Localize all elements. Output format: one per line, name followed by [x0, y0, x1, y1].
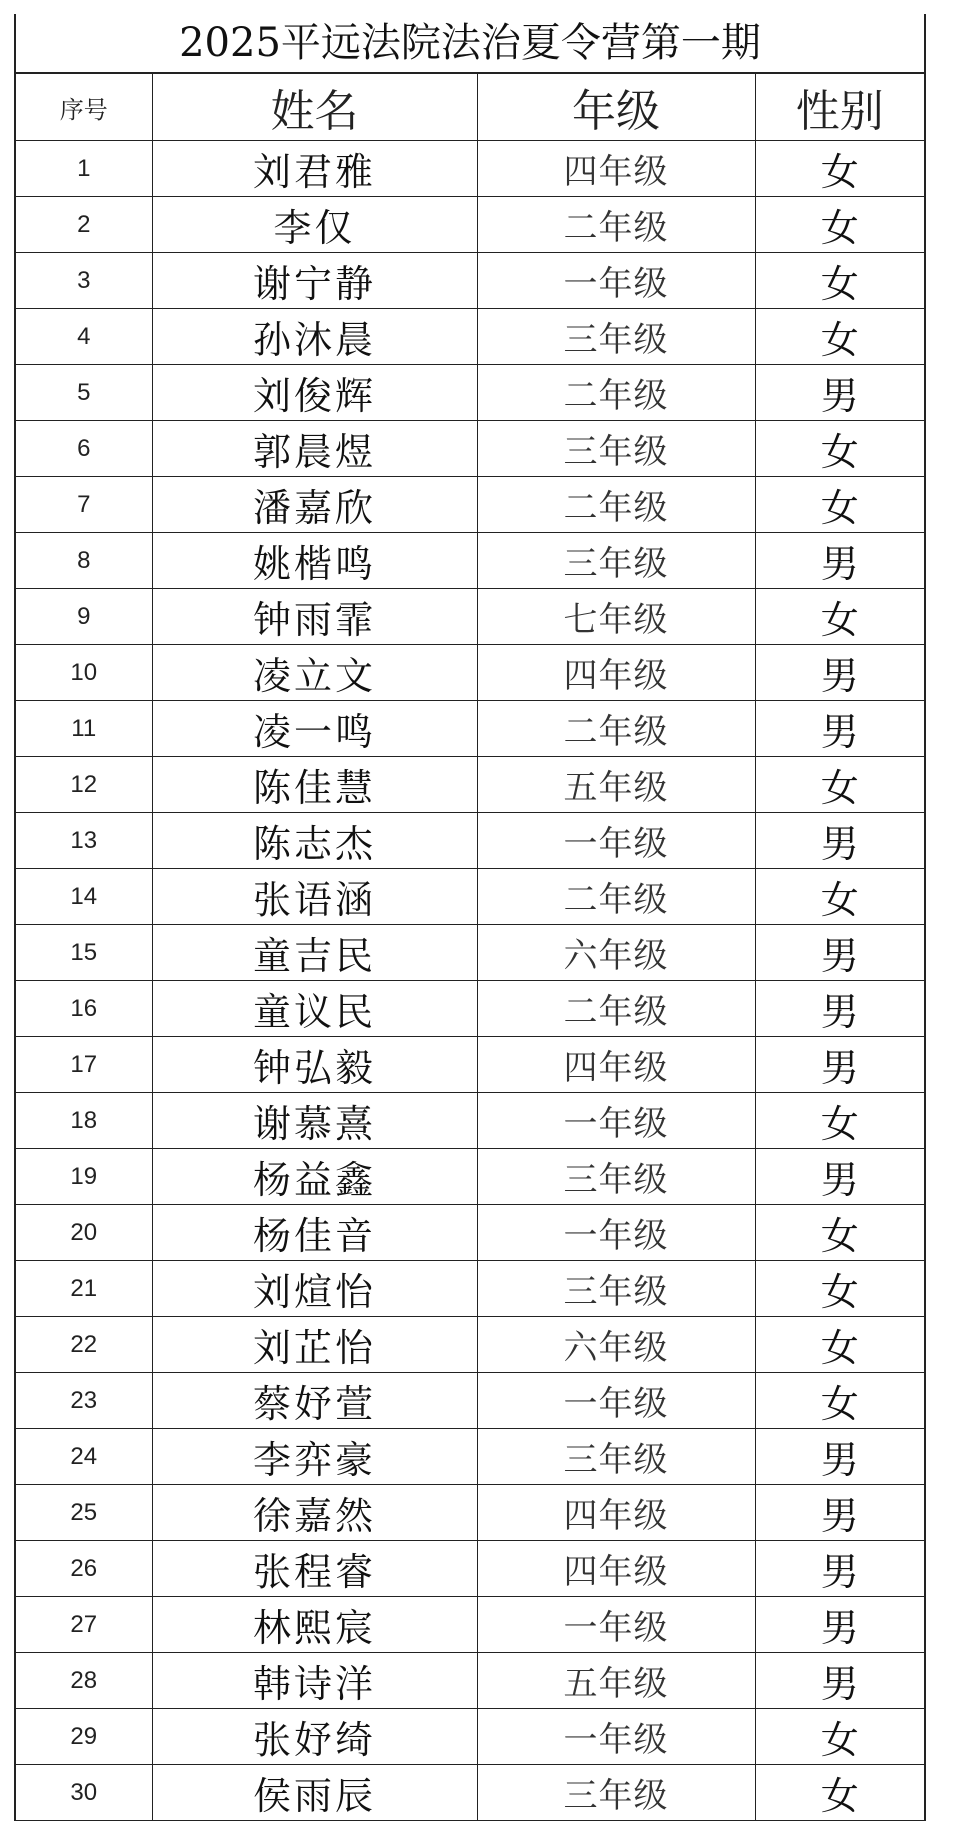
cell-name: 韩诗洋 — [152, 1653, 477, 1709]
cell-grade: 一年级 — [477, 1093, 755, 1149]
cell-grade: 一年级 — [477, 813, 755, 869]
cell-serial-number: 27 — [16, 1597, 152, 1653]
cell-gender: 男 — [755, 813, 924, 869]
cell-serial-number: 9 — [16, 589, 152, 645]
cell-name: 姚楷鸣 — [152, 533, 477, 589]
cell-name: 张程睿 — [152, 1541, 477, 1597]
cell-serial-number: 6 — [16, 421, 152, 477]
cell-grade: 三年级 — [477, 1149, 755, 1205]
cell-name: 潘嘉欣 — [152, 477, 477, 533]
table-row — [16, 1597, 924, 1653]
table-row — [16, 1541, 924, 1597]
cell-name: 刘君雅 — [152, 141, 477, 197]
cell-grade: 四年级 — [477, 141, 755, 197]
cell-grade: 四年级 — [477, 1541, 755, 1597]
header-serial-number: 序号 — [16, 74, 152, 141]
cell-name: 童议民 — [152, 981, 477, 1037]
cell-serial-number: 16 — [16, 981, 152, 1037]
cell-grade: 四年级 — [477, 1485, 755, 1541]
cell-grade: 五年级 — [477, 757, 755, 813]
cell-serial-number: 2 — [16, 197, 152, 253]
cell-serial-number: 1 — [16, 141, 152, 197]
cell-gender: 男 — [755, 1149, 924, 1205]
table-row — [16, 1709, 924, 1765]
cell-name: 张语涵 — [152, 869, 477, 925]
cell-serial-number: 8 — [16, 533, 152, 589]
cell-serial-number: 13 — [16, 813, 152, 869]
cell-gender: 男 — [755, 1429, 924, 1485]
cell-gender: 女 — [755, 1373, 924, 1429]
cell-serial-number: 26 — [16, 1541, 152, 1597]
table-row — [16, 1093, 924, 1149]
header-row — [16, 74, 924, 141]
table-row — [16, 421, 924, 477]
cell-name: 孙沐晨 — [152, 309, 477, 365]
cell-name: 凌立文 — [152, 645, 477, 701]
table-row — [16, 701, 924, 757]
cell-grade: 一年级 — [477, 1597, 755, 1653]
cell-serial-number: 25 — [16, 1485, 152, 1541]
cell-grade: 二年级 — [477, 365, 755, 421]
cell-serial-number: 22 — [16, 1317, 152, 1373]
table-row — [16, 253, 924, 309]
table-row — [16, 1653, 924, 1709]
cell-name: 刘芷怡 — [152, 1317, 477, 1373]
cell-grade: 二年级 — [477, 701, 755, 757]
cell-grade: 二年级 — [477, 477, 755, 533]
cell-gender: 男 — [755, 701, 924, 757]
table-row — [16, 1485, 924, 1541]
cell-grade: 四年级 — [477, 645, 755, 701]
cell-serial-number: 24 — [16, 1429, 152, 1485]
table-row — [16, 365, 924, 421]
cell-gender: 女 — [755, 197, 924, 253]
cell-serial-number: 28 — [16, 1653, 152, 1709]
cell-grade: 二年级 — [477, 869, 755, 925]
cell-gender: 女 — [755, 1093, 924, 1149]
table-row — [16, 1037, 924, 1093]
cell-name: 李仅 — [152, 197, 477, 253]
cell-grade: 三年级 — [477, 1765, 755, 1821]
table-row — [16, 813, 924, 869]
cell-name: 谢宁静 — [152, 253, 477, 309]
cell-serial-number: 30 — [16, 1765, 152, 1821]
cell-gender: 女 — [755, 421, 924, 477]
cell-name: 童吉民 — [152, 925, 477, 981]
cell-gender: 男 — [755, 365, 924, 421]
cell-name: 李弈豪 — [152, 1429, 477, 1485]
table-row — [16, 589, 924, 645]
cell-gender: 女 — [755, 869, 924, 925]
cell-name: 郭晨煜 — [152, 421, 477, 477]
cell-name: 蔡妤萱 — [152, 1373, 477, 1429]
cell-gender: 男 — [755, 1541, 924, 1597]
cell-serial-number: 29 — [16, 1709, 152, 1765]
cell-serial-number: 21 — [16, 1261, 152, 1317]
table-row — [16, 645, 924, 701]
table-row — [16, 1373, 924, 1429]
cell-gender: 男 — [755, 1485, 924, 1541]
cell-serial-number: 4 — [16, 309, 152, 365]
table-row — [16, 309, 924, 365]
cell-serial-number: 11 — [16, 701, 152, 757]
cell-gender: 女 — [755, 1709, 924, 1765]
cell-name: 刘煊怡 — [152, 1261, 477, 1317]
cell-grade: 三年级 — [477, 309, 755, 365]
cell-serial-number: 23 — [16, 1373, 152, 1429]
cell-name: 杨佳音 — [152, 1205, 477, 1261]
cell-gender: 女 — [755, 1261, 924, 1317]
cell-serial-number: 15 — [16, 925, 152, 981]
cell-serial-number: 14 — [16, 869, 152, 925]
cell-serial-number: 19 — [16, 1149, 152, 1205]
cell-grade: 七年级 — [477, 589, 755, 645]
cell-name: 杨益鑫 — [152, 1149, 477, 1205]
cell-name: 徐嘉然 — [152, 1485, 477, 1541]
cell-grade: 一年级 — [477, 1373, 755, 1429]
cell-grade: 三年级 — [477, 533, 755, 589]
cell-serial-number: 10 — [16, 645, 152, 701]
cell-serial-number: 3 — [16, 253, 152, 309]
table-row — [16, 981, 924, 1037]
cell-grade: 二年级 — [477, 197, 755, 253]
cell-name: 林熙宸 — [152, 1597, 477, 1653]
cell-grade: 一年级 — [477, 253, 755, 309]
cell-gender: 男 — [755, 533, 924, 589]
cell-grade: 一年级 — [477, 1709, 755, 1765]
cell-name: 钟弘毅 — [152, 1037, 477, 1093]
cell-grade: 五年级 — [477, 1653, 755, 1709]
cell-gender: 男 — [755, 1037, 924, 1093]
table-row — [16, 477, 924, 533]
cell-grade: 三年级 — [477, 1429, 755, 1485]
table-row — [16, 197, 924, 253]
cell-name: 谢慕熹 — [152, 1093, 477, 1149]
header-gender: 性别 — [755, 74, 924, 141]
cell-gender: 男 — [755, 1653, 924, 1709]
cell-gender: 女 — [755, 253, 924, 309]
cell-serial-number: 5 — [16, 365, 152, 421]
cell-serial-number: 20 — [16, 1205, 152, 1261]
cell-grade: 四年级 — [477, 1037, 755, 1093]
cell-serial-number: 7 — [16, 477, 152, 533]
cell-gender: 男 — [755, 645, 924, 701]
table-row — [16, 869, 924, 925]
header-grade: 年级 — [477, 74, 755, 141]
cell-serial-number: 12 — [16, 757, 152, 813]
table-row — [16, 925, 924, 981]
cell-grade: 一年级 — [477, 1205, 755, 1261]
table-row — [16, 1429, 924, 1485]
cell-gender: 男 — [755, 1597, 924, 1653]
cell-name: 钟雨霏 — [152, 589, 477, 645]
cell-grade: 六年级 — [477, 925, 755, 981]
cell-serial-number: 17 — [16, 1037, 152, 1093]
cell-gender: 男 — [755, 925, 924, 981]
table-row — [16, 1261, 924, 1317]
cell-serial-number: 18 — [16, 1093, 152, 1149]
cell-gender: 女 — [755, 309, 924, 365]
cell-gender: 女 — [755, 141, 924, 197]
cell-gender: 女 — [755, 589, 924, 645]
cell-grade: 二年级 — [477, 981, 755, 1037]
table-row — [16, 1205, 924, 1261]
cell-name: 陈志杰 — [152, 813, 477, 869]
cell-grade: 三年级 — [477, 421, 755, 477]
roster-sheet — [14, 14, 926, 1821]
cell-grade: 六年级 — [477, 1317, 755, 1373]
cell-name: 刘俊辉 — [152, 365, 477, 421]
cell-name: 侯雨辰 — [152, 1765, 477, 1821]
header-name: 姓名 — [152, 74, 477, 141]
document-title: 2025平远法院法治夏令营第一期 — [16, 14, 924, 74]
table-row — [16, 1149, 924, 1205]
roster-body — [16, 141, 924, 1821]
cell-gender: 男 — [755, 981, 924, 1037]
cell-grade: 三年级 — [477, 1261, 755, 1317]
roster-table — [16, 74, 924, 1821]
table-row — [16, 533, 924, 589]
table-row — [16, 1317, 924, 1373]
cell-gender: 女 — [755, 1317, 924, 1373]
cell-name: 凌一鸣 — [152, 701, 477, 757]
cell-gender: 女 — [755, 477, 924, 533]
cell-name: 陈佳慧 — [152, 757, 477, 813]
table-row — [16, 757, 924, 813]
cell-name: 张妤绮 — [152, 1709, 477, 1765]
table-row — [16, 1765, 924, 1821]
cell-gender: 女 — [755, 1205, 924, 1261]
table-row — [16, 141, 924, 197]
cell-gender: 女 — [755, 757, 924, 813]
cell-gender: 女 — [755, 1765, 924, 1821]
